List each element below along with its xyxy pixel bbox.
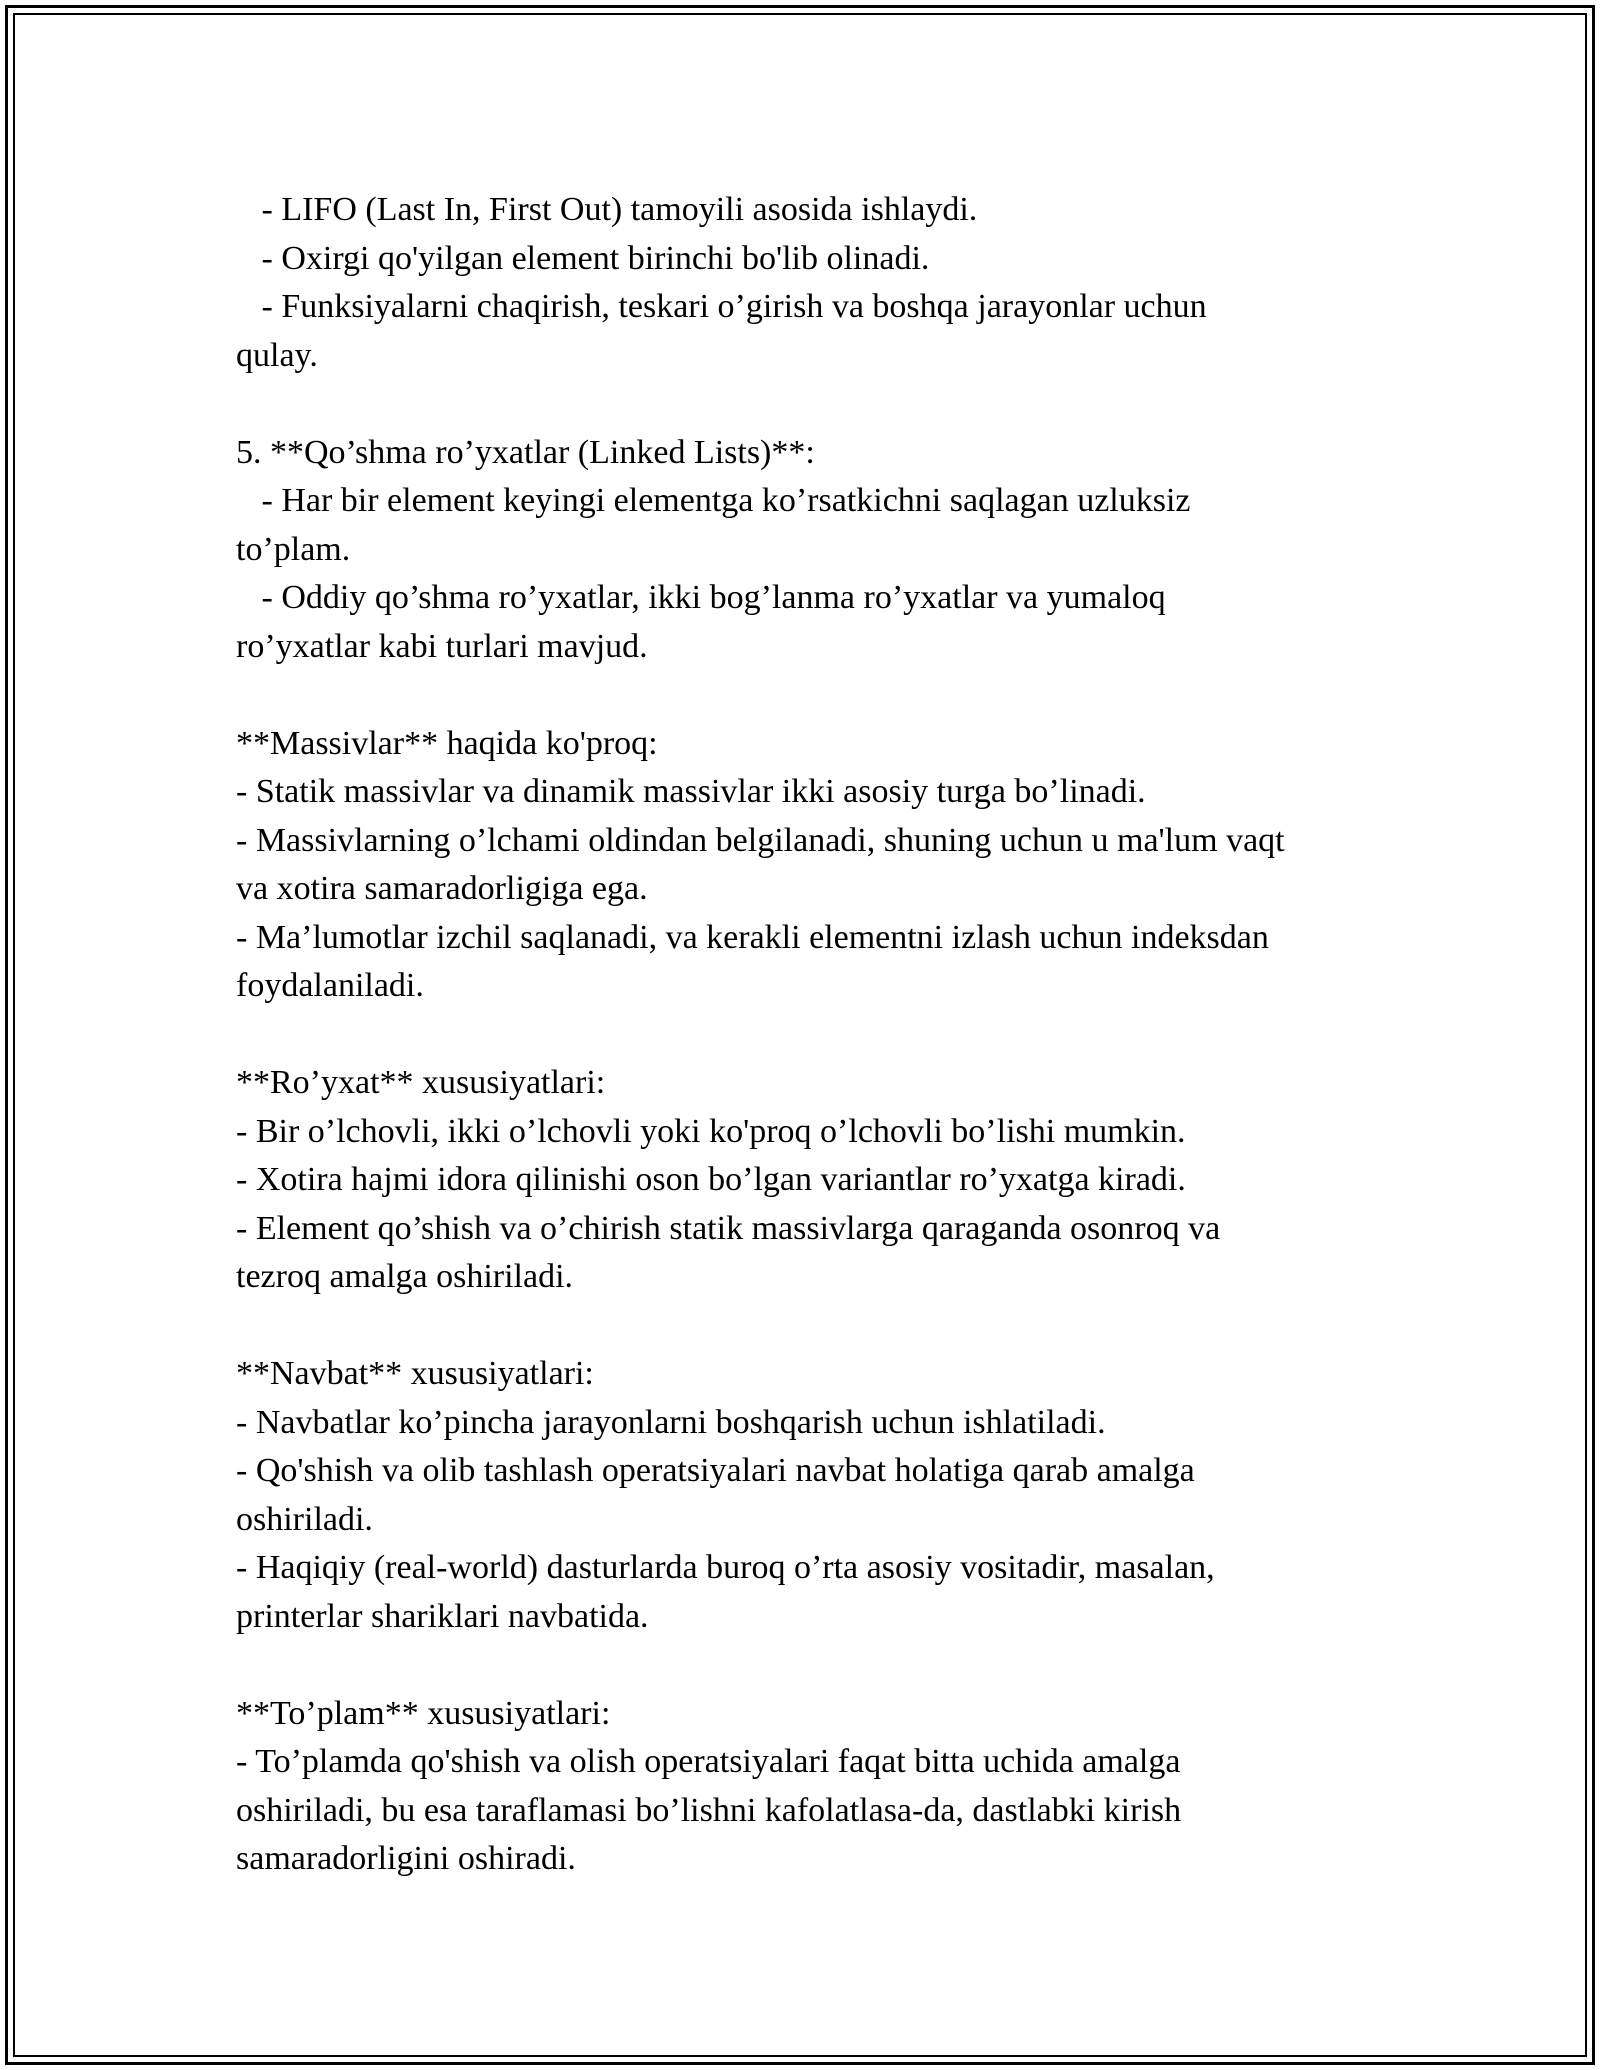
text-line: - Qo'shish va olib tashlash operatsiyalari navbat holatiga qarab amalga bbox=[236, 1452, 1195, 1489]
blank-line bbox=[236, 380, 1386, 429]
text-line: qulay. bbox=[236, 336, 318, 374]
text-line: - Oxirgi qo'yilgan element birinchi bo'lib olinadi. bbox=[236, 239, 930, 277]
text-line: - LIFO (Last In, First Out) tamoyili asosida ishlaydi. bbox=[236, 191, 978, 228]
text-line: - Element qo’shish va o’chirish statik massivlarga qaraganda osonroq va bbox=[236, 1209, 1221, 1247]
text-line: ro’yxatlar kabi turlari mavjud. bbox=[236, 627, 648, 665]
section-heading: **Massivlar** haqida ko'proq: bbox=[236, 724, 658, 762]
section-heading: **Ro’yxat** xususiyatlari: bbox=[236, 1064, 606, 1101]
section-heading: **Navbat** xususiyatlari: bbox=[236, 1355, 594, 1392]
document-body bbox=[236, 186, 1386, 1884]
text-line: - Massivlarning o’lchami oldindan belgilanadi, shuning uchun u ma'lum vaqt bbox=[236, 821, 1285, 859]
text-line: va xotira samaradorligiga ega. bbox=[236, 870, 648, 907]
text-line: - Xotira hajmi idora qilinishi oson bo’lgan variantlar ro’yxatga kiradi. bbox=[236, 1161, 1186, 1198]
text-line: tezroq amalga oshiriladi. bbox=[236, 1258, 574, 1295]
blank-line bbox=[236, 671, 1386, 720]
text-line: foydalaniladi. bbox=[236, 967, 424, 1004]
blank-line bbox=[236, 1011, 1386, 1060]
text-line: - Navbatlar ko’pincha jarayonlarni boshqarish uchun ishlatiladi. bbox=[236, 1403, 1106, 1441]
text-line: - Har bir element keyingi elementga ko’rsatkichni saqlagan uzluksiz bbox=[236, 482, 1191, 519]
text-line: oshiriladi. bbox=[236, 1500, 373, 1538]
text-line: - Ma’lumotlar izchil saqlanadi, va kerakli elementni izlash uchun indeksdan bbox=[236, 918, 1269, 956]
text-line: - Oddiy qo’shma ro’yxatlar, ikki bog’lanma ro’yxatlar va yumaloq bbox=[236, 579, 1166, 616]
section-heading: **To’plam** xususiyatlari: bbox=[236, 1694, 611, 1732]
text-line: - Bir o’lchovli, ikki o’lchovli yoki ko'proq o’lchovli bo’lishi mumkin. bbox=[236, 1112, 1186, 1150]
blank-line bbox=[236, 1641, 1386, 1690]
text-line: to’plam. bbox=[236, 530, 351, 568]
text-line: - To’plamda qo'shish va olish operatsiyalari faqat bitta uchida amalga bbox=[236, 1743, 1181, 1780]
section-heading: 5. **Qo’shma ro’yxatlar (Linked Lists)**: bbox=[236, 433, 815, 471]
text-line: - Funksiyalarni chaqirish, teskari o’girish va boshqa jarayonlar uchun bbox=[236, 288, 1207, 325]
text-line: - Statik massivlar va dinamik massivlar ikki asosiy turga bo’linadi. bbox=[236, 773, 1146, 810]
text-line: printerlar shariklari navbatida. bbox=[236, 1597, 649, 1635]
text-line: - Haqiqiy (real-world) dasturlarda buroq o’rta asosiy vositadir, masalan, bbox=[236, 1549, 1215, 1586]
text-line: samaradorligini oshiradi. bbox=[236, 1840, 576, 1877]
text-line: oshiriladi, bu esa taraflamasi bo’lishni kafolatlasa-da, dastlabki kirish bbox=[236, 1791, 1182, 1829]
blank-line bbox=[236, 1302, 1386, 1351]
